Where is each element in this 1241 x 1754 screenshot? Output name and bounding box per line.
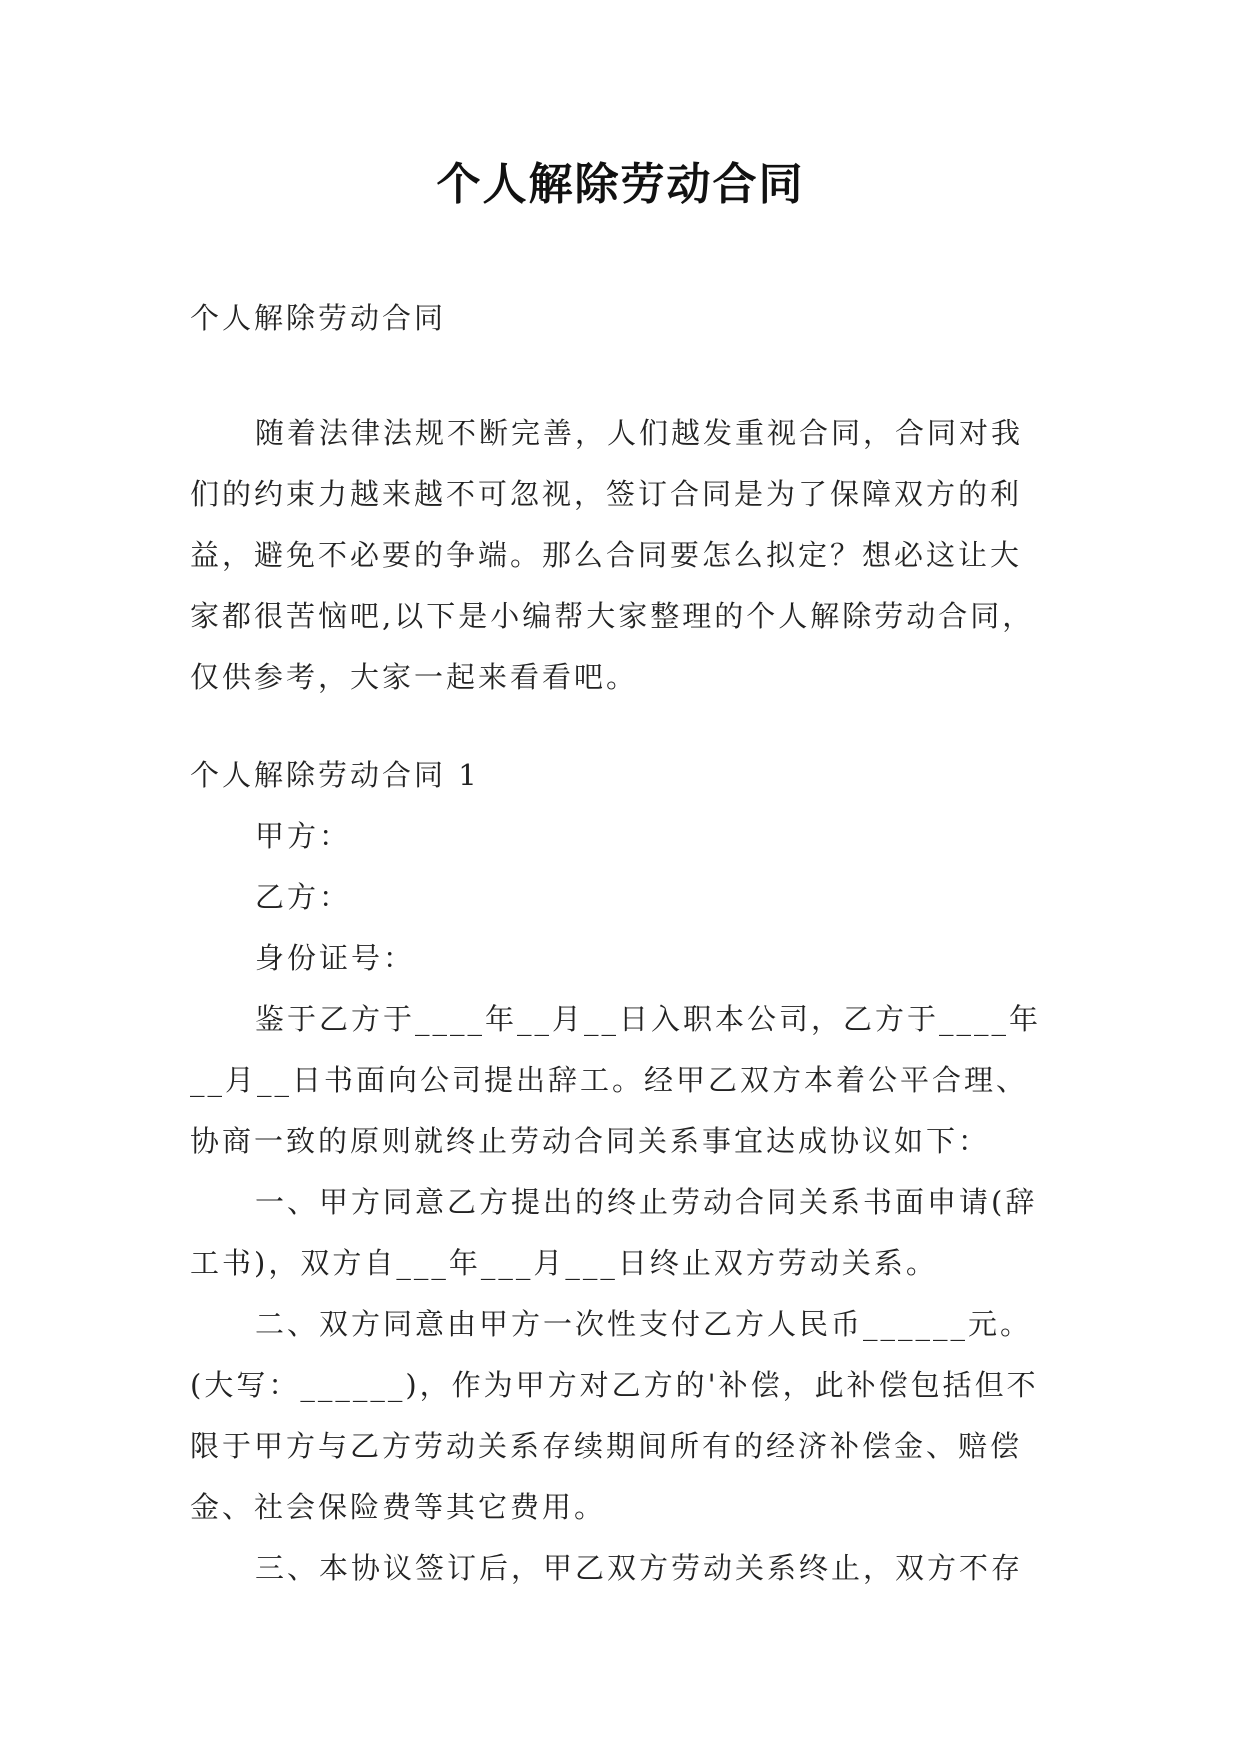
clause-2: 二、双方同意由甲方一次性支付乙方人民币______元。(大写：______)，作为甲方对乙方的'补偿，此补偿包括但不限于甲方与乙方劳动关系存续期间所有的经济补偿金、赔偿金、社会保险费等其它费用。 <box>190 1307 1039 1524</box>
id-number-line: 身份证号： <box>255 941 416 975</box>
contract-body <box>190 806 1050 1599</box>
preamble-paragraph: 鉴于乙方于____年__月__日入职本公司，乙方于____年__月__日书面向公司提出辞工。经甲乙双方本着公平合理、协商一致的原则就终止劳动合同关系事宜达成协议如下： <box>190 1002 1042 1158</box>
document-subtitle: 个人解除劳动合同 <box>190 301 447 335</box>
intro-paragraph: 随着法律法规不断完善，人们越发重视合同，合同对我们的约束力越来越不可忽视，签订合同是为了保障双方的利益，避免不必要的争端。那么合同要怎么拟定？想必这让大家都很苦恼吧,以下是小编帮大家整理的个人解除劳动合同，仅供参考，大家一起来看看吧。 <box>190 416 1035 694</box>
party-a-line: 甲方： <box>255 819 352 853</box>
document-title: 个人解除劳动合同 <box>436 159 805 210</box>
section-heading: 个人解除劳动合同 1 <box>190 758 480 792</box>
clause-1: 一、甲方同意乙方提出的终止劳动合同关系书面申请(辞工书)，双方自___年___月___日终止双方劳动关系。 <box>190 1185 1038 1280</box>
party-b-line: 乙方： <box>255 880 352 914</box>
clause-3: 三、本协议签订后，甲乙双方劳动关系终止，双方不存 <box>255 1551 1024 1585</box>
